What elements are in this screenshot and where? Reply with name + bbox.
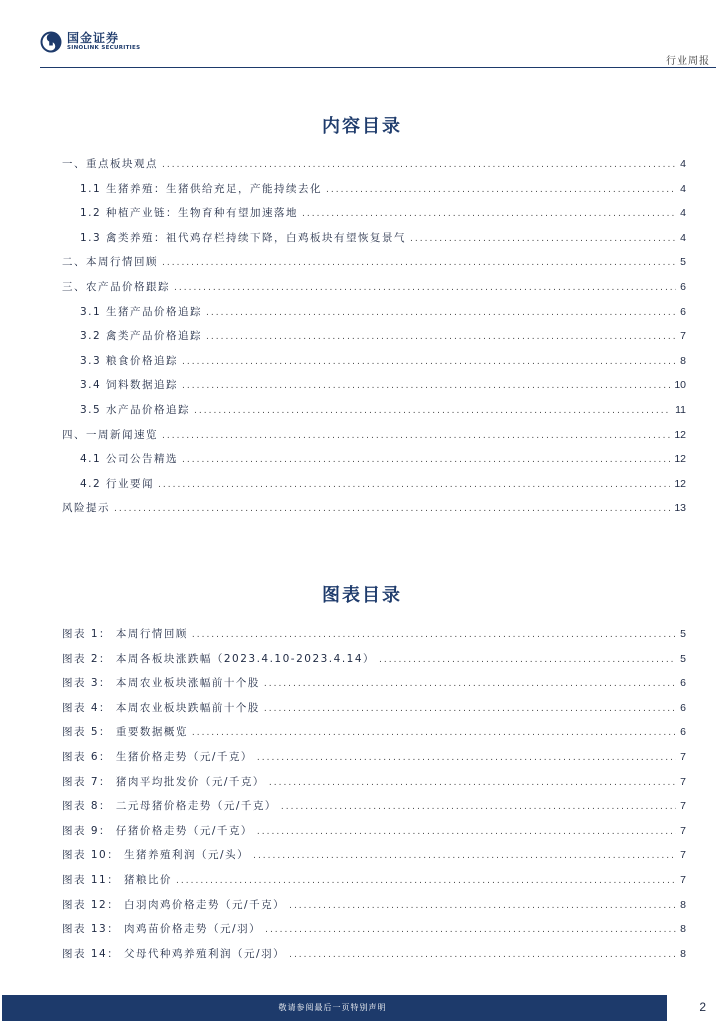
contents-entry-page: 6 — [680, 281, 686, 293]
contents-entry-page: 12 — [674, 428, 686, 441]
dot-leader — [257, 825, 676, 839]
figure-entry-page: 6 — [680, 677, 686, 690]
figure-entry[interactable] — [62, 873, 686, 887]
contents-entry[interactable] — [80, 354, 686, 368]
figure-entry-page: 8 — [680, 898, 686, 911]
page-header — [0, 0, 724, 70]
figure-entry[interactable] — [62, 824, 686, 838]
contents-entry-page: 7 — [680, 330, 686, 343]
dot-leader — [379, 653, 676, 667]
figure-entry-label: 图表 12： 白羽肉鸡价格走势（元/千克） — [62, 898, 286, 911]
figure-entry-label: 图表 3： 本周农业板块涨幅前十个股 — [62, 677, 260, 690]
contents-entry-label: 一、重点板块观点 — [62, 158, 158, 170]
contents-entry[interactable] — [62, 280, 686, 294]
contents-entry-label: 3.2 禽类产品价格追踪 — [80, 330, 203, 343]
figure-entry[interactable] — [62, 775, 686, 789]
dot-leader — [182, 453, 670, 467]
dot-leader — [257, 751, 676, 765]
contents-entry[interactable] — [80, 329, 686, 343]
contents-entry-page: 8 — [680, 354, 686, 367]
dot-leader — [326, 183, 676, 197]
figure-entry-page: 7 — [680, 751, 686, 763]
contents-entry-page: 4 — [680, 207, 686, 220]
figures-title: 图表目录 — [322, 585, 402, 606]
figure-entry-label: 图表 11： 猪粮比价 — [62, 874, 173, 886]
contents-entry-page: 12 — [674, 453, 686, 466]
dot-leader — [289, 948, 676, 962]
dot-leader — [206, 330, 676, 344]
figure-entry-page: 7 — [680, 800, 686, 813]
contents-entry-page: 6 — [680, 305, 686, 318]
dot-leader — [174, 281, 676, 295]
figure-entry-label: 图表 5： 重要数据概览 — [62, 726, 188, 739]
contents-entry[interactable] — [62, 428, 686, 442]
figure-entry-label: 图表 4： 本周农业板块跌幅前十个股 — [62, 701, 260, 714]
figure-entry-label: 图表 1： 本周行情回顾 — [62, 628, 188, 640]
contents-title: 内容目录 — [322, 116, 402, 137]
page-footer — [0, 995, 724, 1024]
dot-leader — [192, 628, 676, 642]
figure-entry[interactable] — [62, 848, 686, 862]
dot-leader — [194, 404, 671, 418]
figure-entry-page: 8 — [680, 947, 686, 960]
brand-name-cn: 国金证券 — [67, 31, 120, 46]
figure-entry[interactable] — [62, 627, 686, 641]
figure-entry-label: 图表 2： 本周各板块涨跌幅（2023.4.10-2023.4.14） — [62, 652, 376, 665]
dot-leader — [114, 502, 670, 516]
figure-entry-page: 7 — [680, 775, 686, 788]
contents-entry-label: 3.1 生猪产品价格追踪 — [80, 305, 203, 318]
brand-name-en: SINOLINK SECURITIES — [67, 45, 141, 52]
figure-entry-label: 图表 14： 父母代种鸡养殖利润（元/羽） — [62, 947, 286, 960]
contents-entry-page: 11 — [675, 404, 686, 416]
dot-leader — [289, 899, 676, 913]
figure-entry-label: 图表 10： 生猪养殖利润（元/头） — [62, 849, 250, 862]
dot-leader — [206, 306, 676, 320]
contents-entry-label: 3.4 饲料数据追踪 — [80, 379, 179, 392]
dot-leader — [182, 355, 676, 369]
contents-entry[interactable] — [80, 206, 686, 220]
contents-entry-page: 5 — [680, 256, 686, 269]
brand-logo — [40, 30, 140, 54]
figure-entry-page: 6 — [680, 701, 686, 714]
dot-leader — [281, 800, 676, 814]
contents-entry-page: 12 — [674, 477, 686, 490]
figure-entry-page: 5 — [680, 628, 686, 640]
dot-leader — [265, 923, 676, 937]
contents-entry-page: 10 — [674, 379, 686, 392]
dot-leader — [162, 158, 676, 172]
contents-entry-label: 1.2 种植产业链：生物育种有望加速落地 — [80, 207, 299, 220]
contents-entry-label: 4.2 行业要闻 — [80, 477, 155, 490]
figure-entry[interactable] — [62, 725, 686, 739]
figure-entry[interactable] — [62, 799, 686, 813]
header-divider — [40, 67, 716, 68]
figure-entry-page: 6 — [680, 726, 686, 739]
dot-leader — [302, 207, 676, 221]
figure-entry-page: 8 — [680, 923, 686, 936]
contents-entry-page: 4 — [680, 231, 686, 244]
contents-entry[interactable] — [80, 403, 686, 417]
figure-entry[interactable] — [62, 676, 686, 690]
dot-leader — [264, 677, 676, 691]
contents-entry-page: 4 — [680, 182, 686, 195]
contents-entry-label: 四、一周新闻速览 — [62, 428, 158, 441]
contents-entry-label: 风险提示 — [62, 502, 110, 515]
contents-entry[interactable] — [62, 501, 686, 515]
contents-entry-page: 4 — [680, 158, 686, 170]
contents-entry[interactable] — [80, 477, 686, 491]
figure-entry[interactable] — [62, 922, 686, 936]
dot-leader — [192, 726, 676, 740]
figure-entry-label: 图表 13： 肉鸡苗价格走势（元/羽） — [62, 923, 262, 936]
dot-leader — [269, 776, 676, 790]
figure-entry-label: 图表 8： 二元母猪价格走势（元/千克） — [62, 800, 277, 813]
figure-entry[interactable] — [62, 701, 686, 715]
dot-leader — [410, 232, 676, 246]
contents-entry[interactable] — [80, 305, 686, 319]
sinolink-logo-icon — [40, 31, 62, 53]
contents-entry-label: 3.3 粮食价格追踪 — [80, 354, 179, 367]
dot-leader — [158, 478, 670, 492]
contents-entry[interactable] — [80, 452, 686, 466]
dot-leader — [182, 379, 670, 393]
figure-entry-page: 7 — [680, 874, 686, 886]
figure-entry-page: 7 — [680, 849, 686, 862]
figure-entry[interactable] — [62, 898, 686, 912]
figure-entry-label: 图表 9： 仔猪价格走势（元/千克） — [62, 824, 253, 837]
contents-entry[interactable] — [80, 378, 686, 392]
contents-entry-page: 13 — [674, 502, 686, 515]
contents-entry[interactable] — [62, 157, 686, 171]
figure-entry[interactable] — [62, 947, 686, 961]
contents-entry[interactable] — [80, 182, 686, 196]
contents-entry[interactable] — [62, 255, 686, 269]
contents-entry[interactable] — [80, 231, 686, 245]
figure-entry-page: 5 — [680, 652, 686, 665]
figure-entry[interactable] — [62, 652, 686, 666]
footer-disclaimer: 敬请参阅最后一页特别声明 — [278, 1003, 387, 1012]
contents-entry-label: 1.3 禽类养殖：祖代鸡存栏持续下降，白鸡板块有望恢复景气 — [80, 231, 407, 244]
report-type: 行业周报 — [666, 56, 710, 67]
dot-leader — [253, 849, 676, 863]
contents-entry-label: 3.5 水产品价格追踪 — [80, 404, 191, 416]
page-number: 2 — [699, 1000, 706, 1014]
dot-leader — [162, 429, 670, 443]
contents-entry-label: 4.1 公司公告精选 — [80, 453, 179, 466]
figure-entry-page: 7 — [680, 824, 686, 837]
contents-entry-label: 1.1 生猪养殖：生猪供给充足，产能持续去化 — [80, 182, 323, 195]
dot-leader — [162, 256, 676, 270]
dot-leader — [176, 874, 676, 888]
figure-entry-label: 图表 6： 生猪价格走势（元/千克） — [62, 751, 253, 763]
figure-entry-label: 图表 7： 猪肉平均批发价（元/千克） — [62, 775, 265, 788]
figure-entry[interactable] — [62, 750, 686, 764]
dot-leader — [264, 702, 676, 716]
contents-entry-label: 二、本周行情回顾 — [62, 256, 158, 269]
contents-entry-label: 三、农产品价格跟踪 — [62, 281, 170, 293]
